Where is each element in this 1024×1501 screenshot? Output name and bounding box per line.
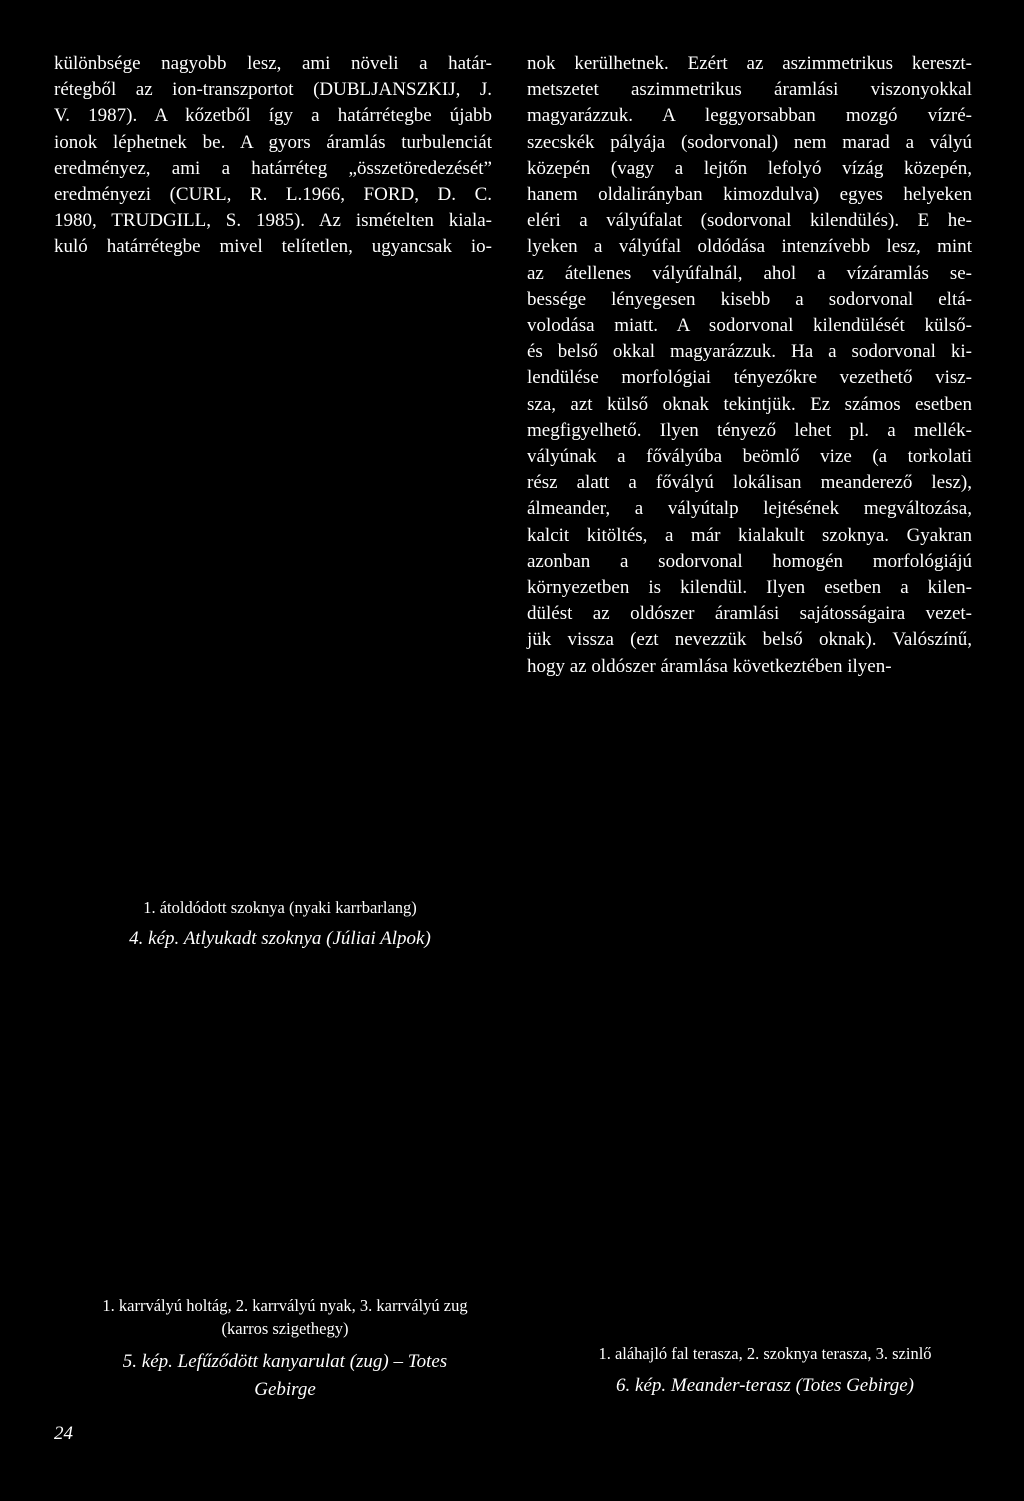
- text-line: lyeken a vályúfal oldódása intenzívebb lesz, mint: [527, 236, 972, 258]
- text-line: rétegből az ion-transzportot (DUBLJANSZKIJ, J.: [54, 79, 492, 101]
- figure-4-legend: 1. átoldódott szoknya (nyaki karrbarlang): [143, 898, 417, 917]
- figure-4-caption: [90, 896, 470, 952]
- text-line: nok kerülhetnek. Ezért az aszimmetrikus kereszt-: [527, 53, 972, 74]
- text-line: hanem oldalirányban kimozdulva) egyes helyeken: [527, 184, 972, 206]
- left-text-column: [54, 51, 492, 261]
- text-line: lendülése morfológiai tényezőkre vezethető visz-: [527, 367, 972, 389]
- text-line: megfigyelhető. Ilyen tényező lehet pl. a mellék-: [527, 419, 972, 441]
- figure-6-caption: [540, 1342, 990, 1399]
- figure-4-title: 4. kép. Atlyukadt szoknya (Júliai Alpok): [129, 928, 431, 949]
- text-line: rész alatt a fővályú lokálisan meanderező lesz),: [527, 472, 972, 494]
- figure-5-legend: (karros szigethegy): [221, 1319, 349, 1338]
- text-line: sza, azt külső oknak tekintjük. Ez számos esetben: [527, 393, 972, 415]
- text-line: bessége lényegesen kisebb a sodorvonal eltá-: [527, 288, 972, 310]
- text-line: álmeander, a vályútalp lejtésének megváltozása,: [527, 498, 972, 520]
- text-line: azonban a sodorvonal homogén morfológiájú: [527, 550, 972, 572]
- figure-5-title: 5. kép. Lefűződött kanyarulat (zug) – Totes: [122, 1351, 448, 1372]
- text-line: 1980, TRUDGILL, S. 1985). Az ismételten kiala-: [54, 210, 492, 232]
- text-line: eredményezi (CURL, R. L.1966, FORD, D. C.: [54, 184, 492, 206]
- text-line: eléri a vályúfalat (sodorvonal kilendülés). E he-: [527, 210, 972, 232]
- text-line: kuló határrétegbe mivel telítetlen, ugyancsak io-: [54, 236, 492, 258]
- text-line: kalcit kitöltés, a már kialakult szoknya. Gyakran: [527, 524, 972, 546]
- text-line: magyarázzuk. A leggyorsabban mozgó vízré-: [527, 105, 972, 127]
- figure-5-caption: [40, 1294, 530, 1404]
- right-text-column: [527, 51, 972, 680]
- page-number: 24: [54, 1423, 73, 1444]
- text-line: hogy az oldószer áramlása következtében ilyen-: [527, 655, 892, 677]
- text-line: ionok léphetnek be. A gyors áramlás turbulenciát: [54, 131, 492, 153]
- figure-6-legend: 1. aláhajló fal terasza, 2. szoknya terasza, 3. szinlő: [598, 1344, 932, 1363]
- text-line: jük vissza (ezt nevezzük belső oknak). Valószínű,: [527, 629, 972, 651]
- text-line: környezetben is kilendül. Ilyen esetben a kilen-: [527, 577, 972, 599]
- text-line: eredményez, ami a határréteg „összetöredezését”: [54, 157, 492, 179]
- figure-6-title: 6. kép. Meander-terasz (Totes Gebirge): [616, 1375, 914, 1396]
- figure-5-title: Gebirge: [254, 1379, 316, 1400]
- text-line: V. 1987). A kőzetből így a határrétegbe újabb: [54, 105, 492, 127]
- text-line: dülést az oldószer áramlási sajátosságaira vezet-: [527, 603, 972, 625]
- text-line: különbsége nagyobb lesz, ami növeli a határ-: [54, 53, 492, 74]
- text-line: közepén (vagy a lejtőn lefolyó vízág közepén,: [527, 157, 972, 179]
- text-line: szecskék pályája (sodorvonal) nem marad a vályú: [527, 131, 972, 153]
- text-line: és belső okkal magyarázzuk. Ha a sodorvonal ki-: [527, 341, 972, 363]
- text-line: metszetet aszimmetrikus áramlási viszonyokkal: [527, 79, 972, 101]
- figure-5-legend: 1. karrvályú holtág, 2. karrvályú nyak, 3. karrvályú zug: [102, 1296, 468, 1315]
- text-line: vályúnak a fővályúba beömlő vize (a torkolati: [527, 446, 972, 468]
- text-line: az átellenes vályúfalnál, ahol a vízáramlás se-: [527, 262, 972, 284]
- text-line: volodása miatt. A sodorvonal kilendülését külső-: [527, 315, 972, 337]
